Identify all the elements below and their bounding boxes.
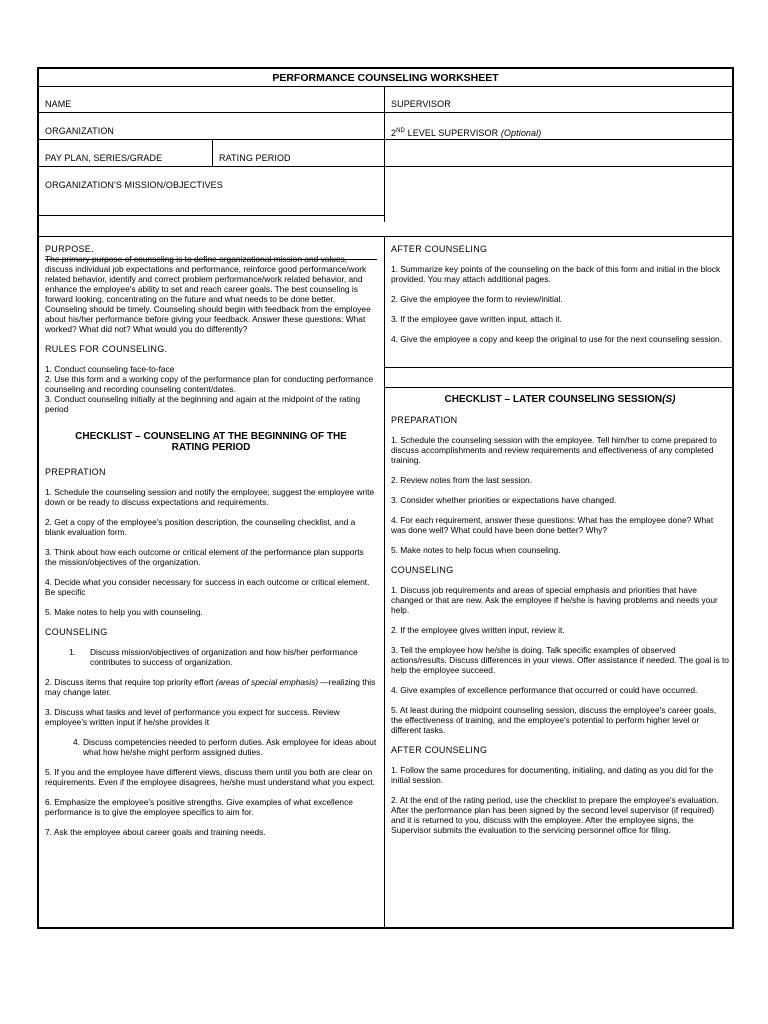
column-divider xyxy=(212,139,213,166)
counseling-item: 3. Discuss what tasks and level of performance you expect for success. Review employee's written input if he/she provides it xyxy=(45,707,340,727)
name-label: NAME xyxy=(45,99,72,109)
strikethrough-line xyxy=(45,259,377,260)
counseling-item: 5. If you and the employee have different views, discuss them until you both are clear on requirements. Even if the employee disagrees, he/she must understand what you expect. xyxy=(45,767,376,787)
counseling-item: 2. If the employee gives written input, review it. xyxy=(391,625,565,635)
row-divider xyxy=(39,86,734,87)
row-divider xyxy=(39,139,734,140)
prep-item: 3. Consider whether priorities or expectations have changed. xyxy=(391,495,617,505)
column-divider xyxy=(384,236,385,929)
row-divider xyxy=(39,112,734,113)
second-level-supervisor-label: 2ND LEVEL SUPERVISOR (Optional) xyxy=(391,128,542,138)
preparation-label: PREPRATION xyxy=(45,467,106,477)
counseling-worksheet-form xyxy=(37,67,734,929)
counseling-item: 1. Discuss job requirements and areas of special emphasis and priorities that have changed or that are new. Ask the employee if he/she is having problems and needs your help. xyxy=(391,585,718,615)
rules-label: RULES FOR COUNSELING. xyxy=(45,344,168,354)
rule-item: 2. Use this form and a working copy of the performance plan for conducting performance counseling and recording counseling content/dates. xyxy=(45,374,374,394)
rating-period-label: RATING PERIOD xyxy=(219,153,291,163)
after-counseling-label: AFTER COUNSELING xyxy=(391,244,488,254)
after-item: 1. Follow the same procedures for documenting, initialing, and dating as you did for the initial session. xyxy=(391,765,714,785)
rule-item: 1. Conduct counseling face-to-face xyxy=(45,364,175,374)
counseling-label: COUNSELING xyxy=(45,627,108,637)
purpose-label: PURPOSE. xyxy=(45,244,94,254)
preparation-label: PREPARATION xyxy=(391,415,458,425)
supervisor-label: SUPERVISOR xyxy=(391,99,451,109)
counseling-item: 4. Discuss competencies needed to perform duties. Ask employee for ideas about what how he/she might perform assigned duties. xyxy=(73,737,377,757)
mission-write-line xyxy=(39,215,384,216)
prep-item: 1. Schedule the counseling session with the employee. Tell him/her to come prepared to discuss accomplishments and review requirements and effectiveness of any completed training. xyxy=(391,435,717,465)
counseling-item: 1. Discuss mission/objectives of organization and how his/her performance contributes to success of organization. xyxy=(69,647,358,667)
prep-item: 5. Make notes to help you with counseling. xyxy=(45,607,203,617)
initial-block-divider xyxy=(384,367,734,368)
column-divider xyxy=(384,86,385,222)
form-title: PERFORMANCE COUNSELING WORKSHEET xyxy=(272,72,499,84)
prep-item: 4. Decide what you consider necessary for success in each outcome or critical element. Be specific xyxy=(45,577,370,597)
row-divider xyxy=(39,166,734,167)
checklist-beginning-title: CHECKLIST – COUNSELING AT THE BEGINNING OF THE RATING PERIOD xyxy=(75,431,347,453)
organization-label: ORGANIZATION xyxy=(45,126,115,136)
prep-item: 5. Make notes to help focus when counseling. xyxy=(391,545,561,555)
checklist-later-title: CHECKLIST – LATER COUNSELING SESSION(S) xyxy=(444,394,676,405)
prep-item: 1. Schedule the counseling session and notify the employee; suggest the employee write down or be ready to discuss expectations and requirements. xyxy=(45,487,375,507)
counseling-item: 2. Discuss items that require top priority effort (areas of special emphasis) —realizing this may change later. xyxy=(45,677,376,697)
right-column-after-counseling xyxy=(391,244,729,344)
pay-plan-label: PAY PLAN, SERIES/GRADE xyxy=(45,153,163,163)
mission-label: ORGANIZATION'S MISSION/OBJECTIVES xyxy=(45,180,223,190)
after-item: 3. If the employee gave written input, attach it. xyxy=(391,314,562,324)
after-item: 4. Give the employee a copy and keep the original to use for the next counseling session. xyxy=(391,334,723,344)
counseling-item: 3. Tell the employee how he/she is doing. Talk specific examples of observed actions/results. Discuss differences in your views. Offer assistance if needed. The goal is to help the employee succeed. xyxy=(391,645,729,675)
row-divider xyxy=(39,236,734,237)
initial-block-divider xyxy=(384,387,734,388)
after-item: 2. At the end of the rating period, use the checklist to prepare the employee's evaluation. After the performance plan has been signed by the second level supervisor (if required) and it is returned to you, discuss with the employee. After the employee signs, the Supervisor submits the evaluation to the servicing personnel office for filing. xyxy=(391,795,719,835)
prep-item: 2. Get a copy of the employee's position description, the counseling checklist, and a blank evaluation form. xyxy=(45,517,356,537)
prep-item: 2. Review notes from the last session. xyxy=(391,475,533,485)
right-column-later-session xyxy=(391,394,729,835)
rule-item: 3. Conduct counseling initially at the beginning and again at the midpoint of the rating period xyxy=(45,394,361,414)
counseling-item: 4. Give examples of excellence performance that occurred or could have occurred. xyxy=(391,685,698,695)
prep-item: 4. For each requirement, answer these questions: What has the employee done? What was done well? What could have been done better? Why? xyxy=(391,515,714,535)
counseling-label: COUNSELING xyxy=(391,565,454,575)
after-counseling-label: AFTER COUNSELING xyxy=(391,745,488,755)
counseling-item: 6. Emphasize the employee's positive strengths. Give examples of what excellence performance is to give the employee specifics to aim for. xyxy=(45,797,353,817)
prep-item: 3. Think about how each outcome or critical element of the performance plan supports the mission/objectives of the organization. xyxy=(45,547,364,567)
counseling-item: 7. Ask the employee about career goals and training needs. xyxy=(45,827,266,837)
after-item: 1. Summarize key points of the counseling on the back of this form and initial in the block provided. You may attach additional pages. xyxy=(391,264,721,284)
after-item: 2. Give the employee the form to review/initial. xyxy=(391,294,563,304)
left-column xyxy=(45,244,377,837)
counseling-item: 5. At least during the midpoint counseling session, discuss the employee's career goals, the effectiveness of training, and the employee's potential to perform higher level or different tasks. xyxy=(391,705,717,735)
purpose-text: The primary purpose of counseling is to define organizational mission and values, discuss individual job expectations and performance, reinforce good performance/work related behavior, identify and correct problem performance/work related behavior, and enhance the employee's ability to set and reach career goals. The best counseling is forward looking, concentrating on the future and what needs to be done better. Counseling should be timely. Counseling should begin with feedback from the employee about his/her performance before giving your feedback. Answer these questions: What worked? What did not? What would you do differently? xyxy=(45,254,371,334)
